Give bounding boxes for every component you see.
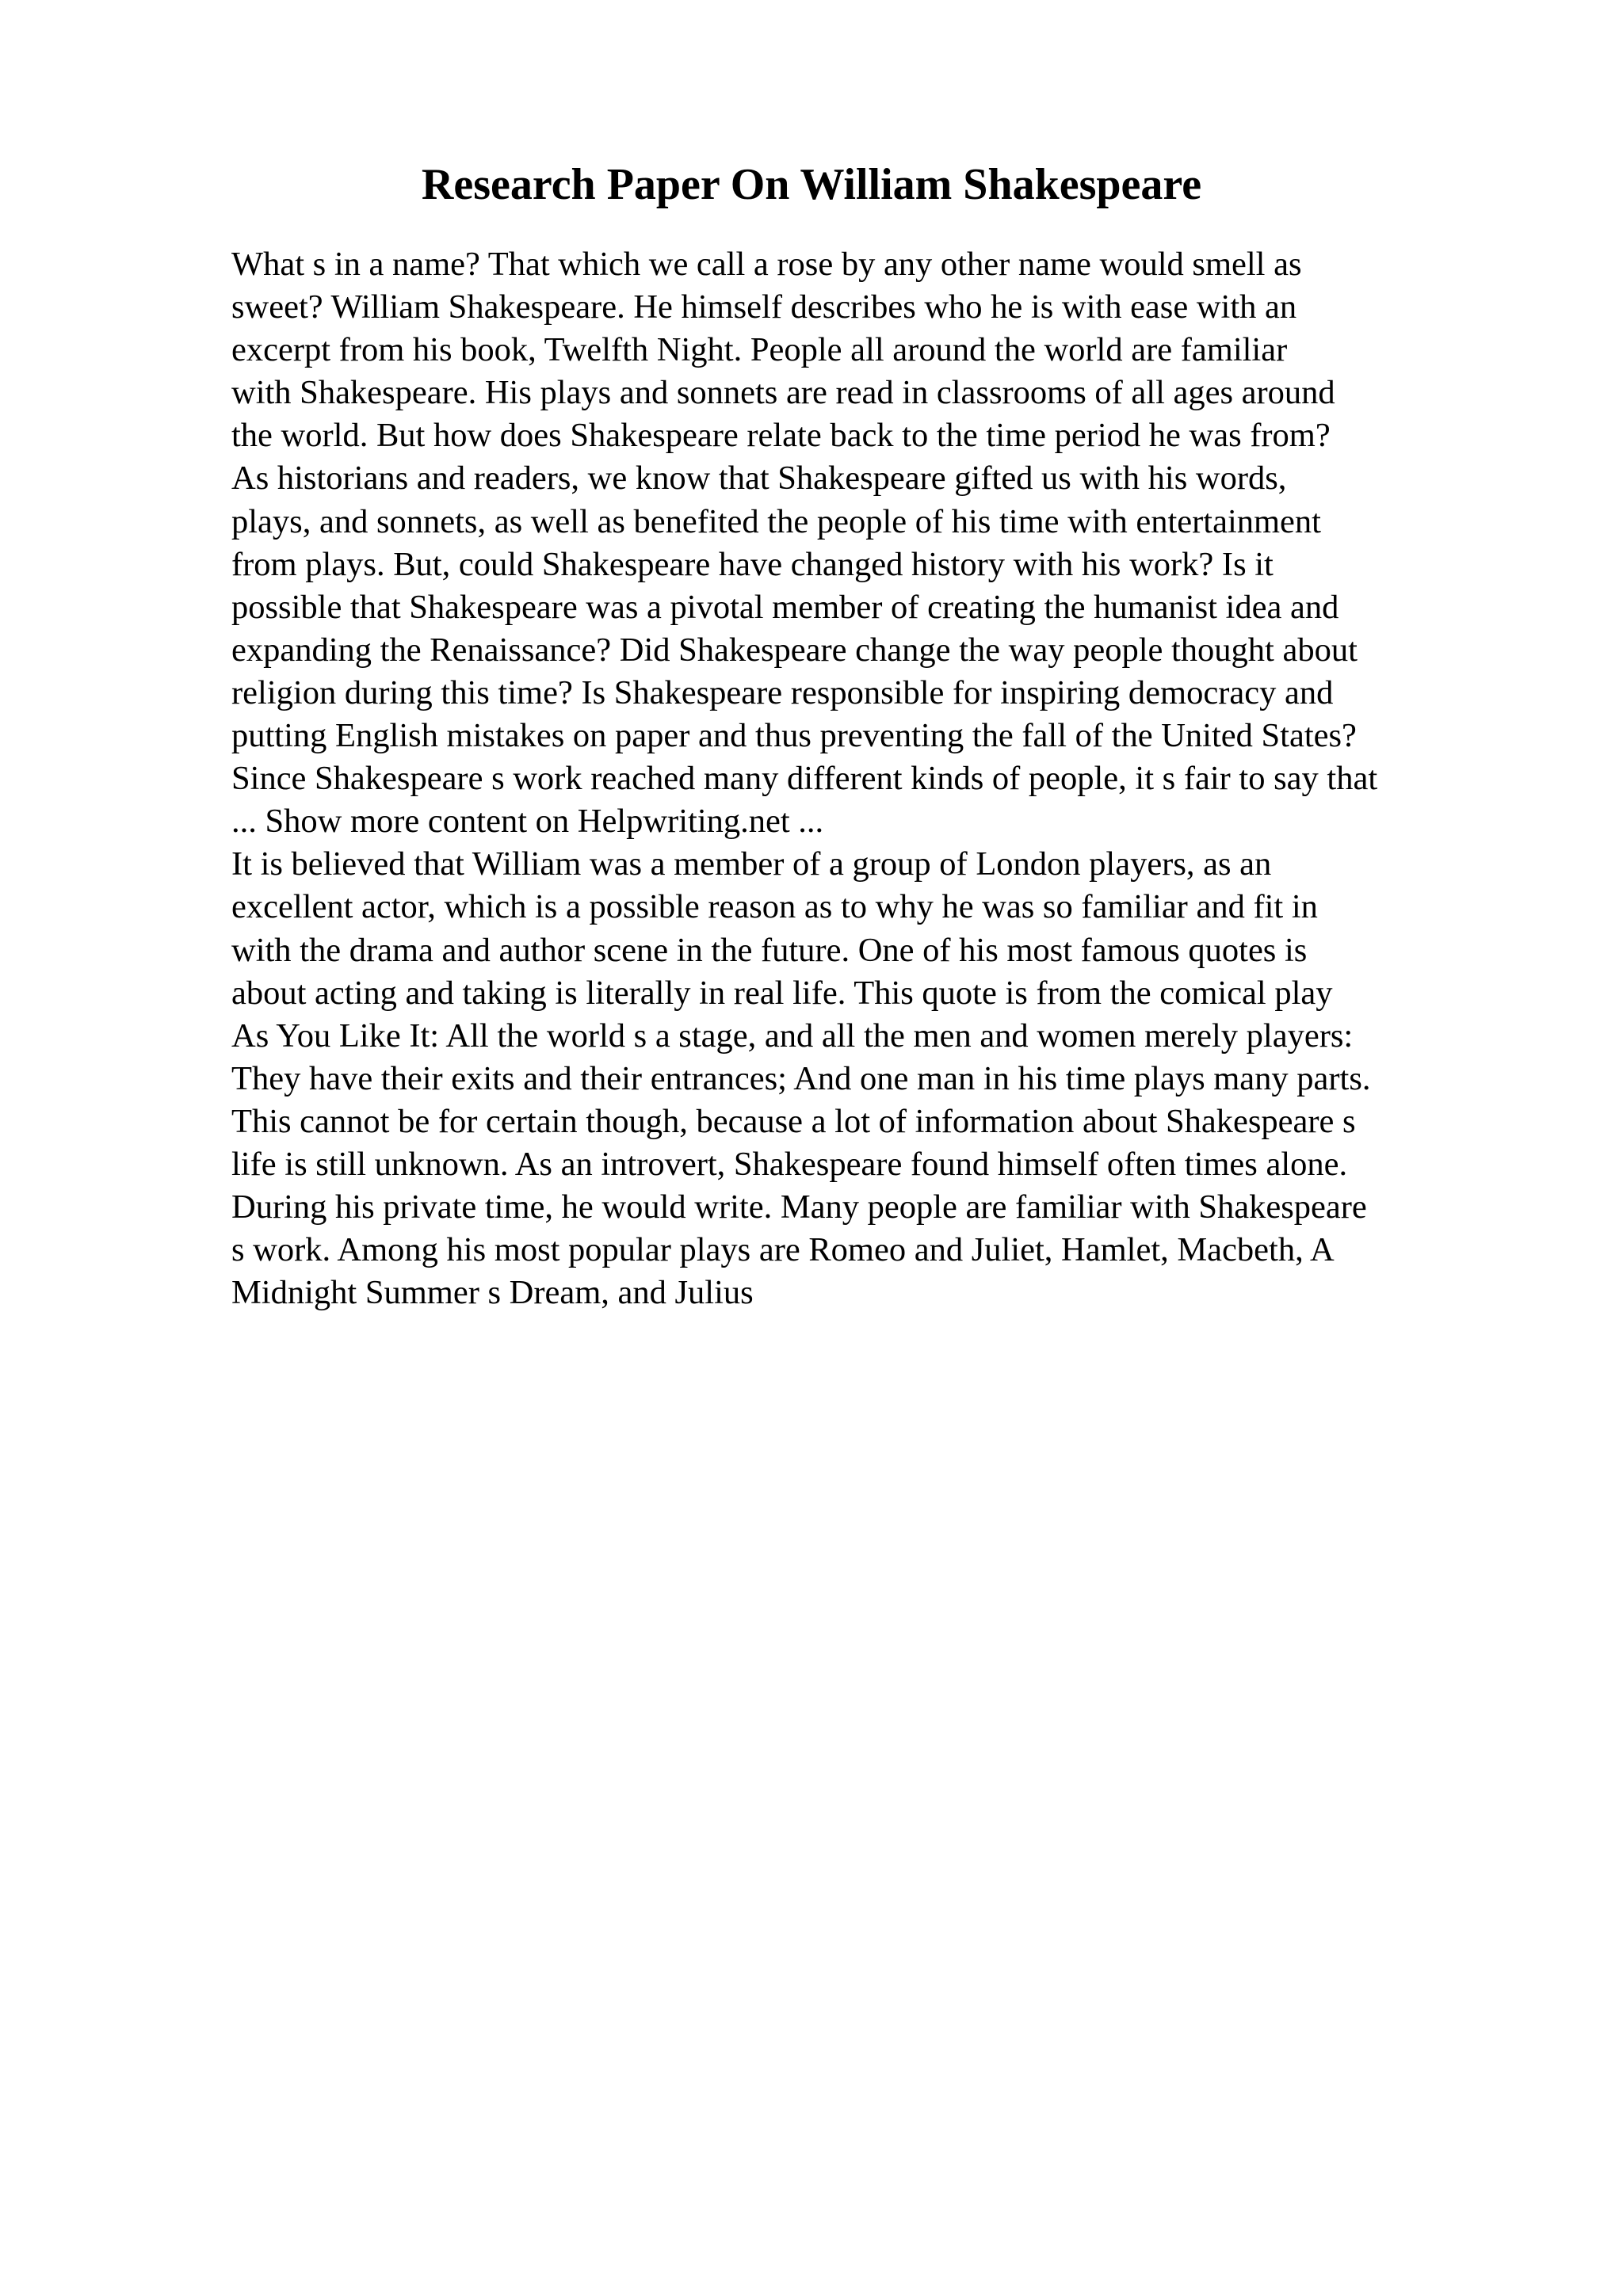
- text-line: During his private time, he would write. Many people are familiar with Shakespeare: [231, 1188, 1367, 1226]
- text-line: possible that Shakespeare was a pivotal member of creating the humanist idea and: [231, 588, 1339, 626]
- text-line: about acting and taking is literally in real life. This quote is from the comical play: [231, 974, 1333, 1012]
- body-text: [231, 243, 1499, 1314]
- text-line: s work. Among his most popular plays are Romeo and Juliet, Hamlet, Macbeth, A: [231, 1231, 1335, 1269]
- text-line: life is still unknown. As an introvert, Shakespeare found himself often times alone.: [231, 1145, 1348, 1183]
- text-line: expanding the Renaissance? Did Shakespeare change the way people thought about: [231, 631, 1358, 669]
- text-line: sweet? William Shakespeare. He himself describes who he is with ease with an: [231, 288, 1297, 326]
- text-line: plays, and sonnets, as well as benefited the people of his time with entertainment: [231, 502, 1321, 540]
- text-line: As historians and readers, we know that Shakespeare gifted us with his words,: [231, 460, 1287, 498]
- text-line: They have their exits and their entrances; And one man in his time plays many parts.: [231, 1059, 1371, 1097]
- text-line: What s in a name? That which we call a rose by any other name would smell as: [231, 246, 1302, 283]
- text-line: excerpt from his book, Twelfth Night. People all around the world are familiar: [231, 331, 1288, 369]
- text-line: with Shakespeare. His plays and sonnets are read in classrooms of all ages around: [231, 374, 1335, 412]
- page-title: Research Paper On William Shakespeare: [421, 160, 1202, 209]
- show-more-line: ... Show more content on Helpwriting.net ...: [231, 803, 824, 841]
- text-line: from plays. But, could Shakespeare have changed history with his work? Is it: [231, 545, 1274, 583]
- text-line: This cannot be for certain though, because a lot of information about Shakespeare s: [231, 1102, 1356, 1140]
- text-line: Midnight Summer s Dream, and Julius: [231, 1274, 754, 1312]
- text-line: religion during this time? Is Shakespeare responsible for inspiring democracy and: [231, 673, 1334, 711]
- text-line: Since Shakespeare s work reached many different kinds of people, it s fair to say that: [231, 760, 1378, 798]
- text-line: As You Like It: All the world s a stage, and all the men and women merely players:: [231, 1016, 1354, 1055]
- text-line: the world. But how does Shakespeare relate back to the time period he was from?: [231, 417, 1331, 455]
- text-line: with the drama and author scene in the future. One of his most famous quotes is: [231, 931, 1308, 969]
- text-line: excellent actor, which is a possible reason as to why he was so familiar and fit in: [231, 888, 1318, 926]
- text-line: It is believed that William was a member of a group of London players, as an: [231, 845, 1272, 883]
- text-line: putting English mistakes on paper and thus preventing the fall of the United States?: [231, 717, 1357, 755]
